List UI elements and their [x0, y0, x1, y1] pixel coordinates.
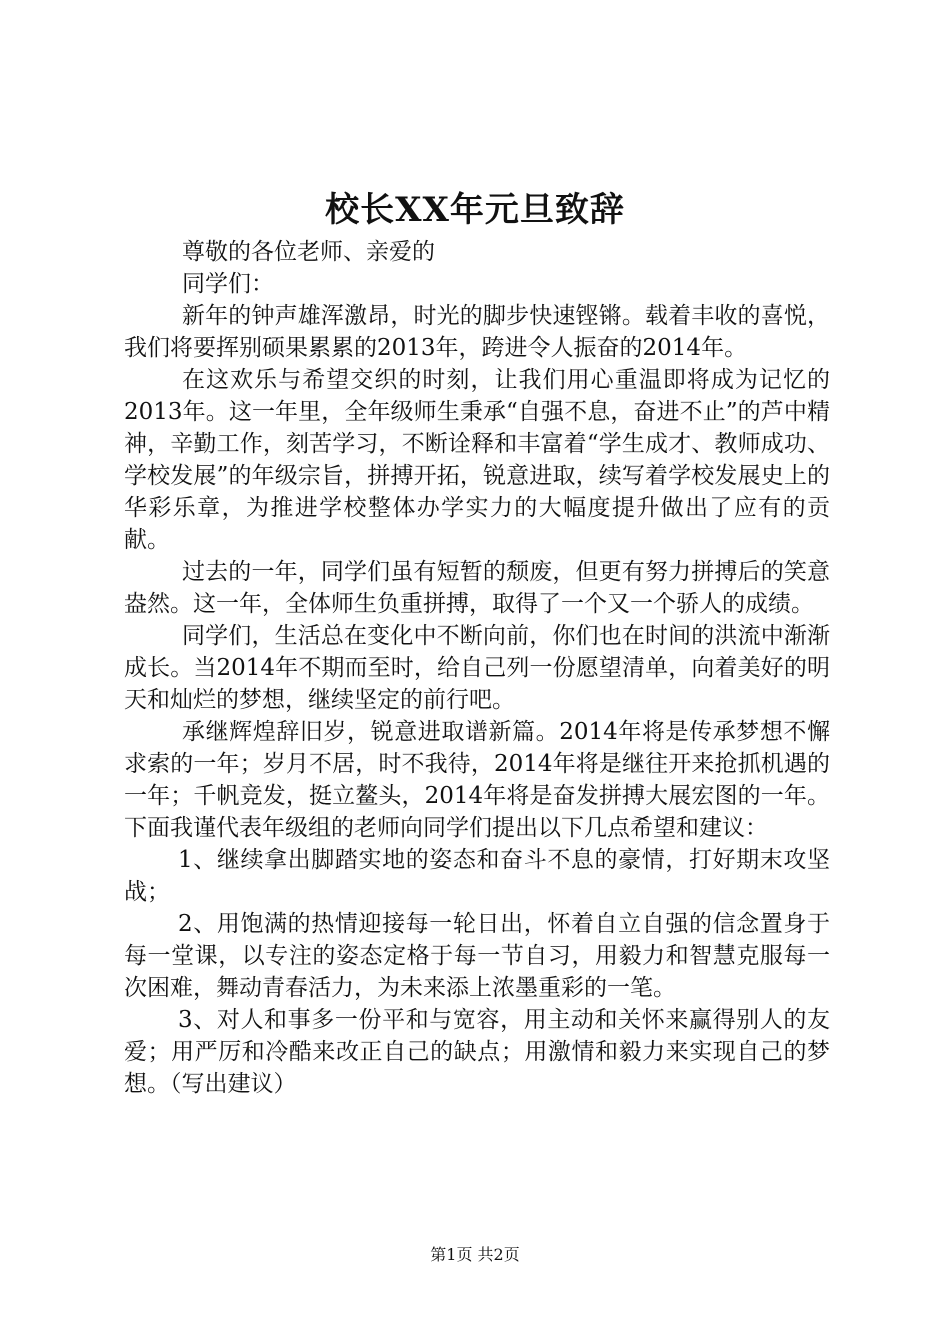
salutation-line-1: 尊敬的各位老师、亲爱的 — [182, 239, 435, 265]
paragraph-1: 新年的钟声雄浑激昂，时光的脚步快速铿锵。载着丰收的喜悦，我们将要挥别硕果累累的2013年，跨进令人振奋的2014年。 — [124, 303, 830, 361]
paragraph-3: 过去的一年，同学们虽有短暂的颓废，但更有努力拼搏后的笑意盎然。这一年，全体师生负重拼搏，取得了一个又一个骄人的成绩。 — [124, 559, 830, 617]
salutation-line-2: 同学们： — [182, 271, 274, 297]
document-body — [124, 236, 830, 1100]
document-title: 校长XX年元旦致辞 — [325, 190, 625, 230]
paragraph-4: 同学们，生活总在变化中不断向前，你们也在时间的洪流中渐渐成长。当2014年不期而至时，给自己列一份愿望清单，向着美好的明天和灿烂的梦想，继续坚定的前行吧。 — [124, 623, 830, 713]
page-number-footer: 第1页 共2页 — [430, 1245, 520, 1264]
list-item-2: 2、用饱满的热情迎接每一轮日出，怀着自立自强的信念置身于每一堂课，以专注的姿态定格于每一节自习，用毅力和智慧克服每一次困难，舞动青春活力，为未来添上浓墨重彩的一笔。 — [124, 911, 830, 1001]
list-item-1: 1、继续拿出脚踏实地的姿态和奋斗不息的豪情，打好期末攻坚战； — [124, 847, 830, 905]
list-item-3: 3、对人和事多一份平和与宽容，用主动和关怀来赢得别人的友爱；用严厉和冷酷来改正自己的缺点；用激情和毅力来实现自己的梦想。（写出建议） — [124, 1007, 830, 1097]
paragraph-5: 承继辉煌辞旧岁，锐意进取谱新篇。2014年将是传承梦想不懈求索的一年；岁月不居，时不我待，2014年将是继往开来抢抓机遇的一年；千帆竞发，挺立鳌头，2014年将是奋发拼搏大展宏图的一年。下面我谨代表年级组的老师向同学们提出以下几点希望和建议： — [124, 719, 830, 841]
paragraph-2: 在这欢乐与希望交织的时刻，让我们用心重温即将成为记忆的2013年。这一年里，全年级师生秉承“自强不息，奋进不止”的芦中精神，辛勤工作，刻苦学习，不断诠释和丰富着“学生成才、教师成功、学校发展”的年级宗旨，拼搏开拓，锐意进取，续写着学校发展史上的华彩乐章，为推进学校整体办学实力的大幅度提升做出了应有的贡献。 — [124, 367, 830, 553]
